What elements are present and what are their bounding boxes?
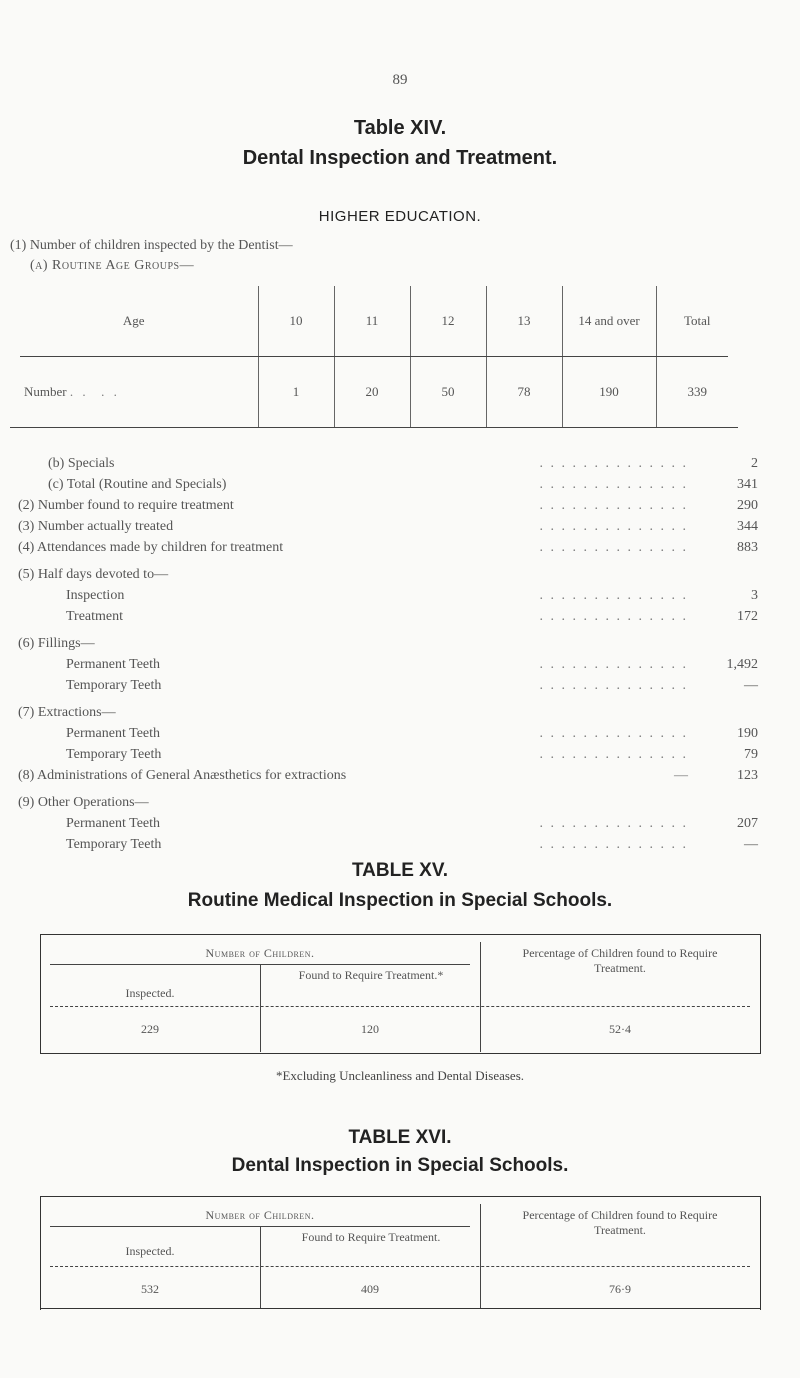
stat-row — [18, 654, 758, 675]
age-11-header: 11 — [334, 286, 410, 356]
stat-label: Treatment — [18, 606, 129, 627]
t16-col-percentage: Percentage of Children found to Require Treatment. — [522, 1208, 718, 1237]
stat-label: Permanent Teeth — [18, 654, 166, 675]
count-13: 78 — [486, 357, 562, 427]
stat-value: 172 — [737, 609, 758, 624]
leader-dots: . . . . . . . . . . . . . . — [539, 726, 688, 741]
leader-dots: . . . . . . . . . . . . . . — [539, 747, 688, 762]
t15-value-found: 120 — [361, 1022, 379, 1036]
t15-footnote: *Excluding Uncleanliness and Dental Diseases. — [275, 1068, 524, 1083]
stat-row — [18, 516, 758, 537]
t16-value-percentage: 76·9 — [609, 1282, 631, 1296]
table-15-subtitle: Routine Medical Inspection in Special Schools. — [187, 890, 613, 911]
leader-dots: — — [656, 768, 688, 783]
stat-row — [18, 702, 758, 723]
table-16-title: TABLE XVI. — [348, 1127, 452, 1148]
t15-value-percentage: 52·4 — [609, 1022, 631, 1036]
t16-value-inspected: 532 — [141, 1282, 159, 1296]
age-table — [10, 286, 738, 427]
table-15-title: TABLE XV. — [351, 860, 449, 881]
stat-value: — — [744, 678, 758, 693]
leader-dots: . . . . . . . . . . . . . . — [539, 540, 688, 555]
count-12: 50 — [410, 357, 486, 427]
stat-value: 123 — [737, 768, 758, 783]
stat-label: Inspection — [18, 585, 130, 606]
leader-dots: . . . . . . . . . . . . . . — [539, 816, 688, 831]
stat-value: 3 — [751, 588, 758, 603]
total-header: Total — [683, 313, 711, 328]
stat-row — [18, 474, 758, 495]
line-1a: (a) Routine Age Groups— — [30, 258, 195, 273]
stat-label: (6) Fillings— — [18, 633, 101, 654]
age-14-over-header: 14 and over — [562, 286, 656, 356]
section-heading: HIGHER EDUCATION. — [318, 208, 482, 225]
stat-row — [18, 495, 758, 516]
stat-row — [18, 723, 758, 744]
stat-label: Permanent Teeth — [18, 813, 166, 834]
table-16-subtitle: Dental Inspection in Special Schools. — [231, 1155, 569, 1176]
leader-dots: . . . . . . . . . . . . . . — [539, 657, 688, 672]
leader-dots: . . . . . . . . . . . . . . — [539, 519, 688, 534]
table-14-title: Table XIV. — [353, 117, 447, 139]
age-header: Age — [10, 286, 258, 356]
t15-col-inspected: Inspected. — [125, 986, 175, 1000]
stat-row — [18, 765, 758, 786]
stat-row — [18, 792, 758, 813]
stat-label: (9) Other Operations— — [18, 792, 155, 813]
t16-col-inspected: Inspected. — [125, 1244, 175, 1258]
stat-label: (7) Extractions— — [18, 702, 122, 723]
stat-row — [18, 813, 758, 834]
stat-label: (8) Administrations of General Anæsthetics for extractions — [18, 765, 352, 786]
stat-value: 883 — [737, 540, 758, 555]
stat-value: 207 — [737, 816, 758, 831]
stat-value: — — [744, 837, 758, 852]
stat-value: 2 — [751, 456, 758, 471]
table-16 — [40, 1196, 760, 1310]
leader-dots: . . . . . . . . . . . . . . — [539, 678, 688, 693]
table-15 — [40, 934, 760, 1054]
t16-group-header: Number of Children. — [205, 1208, 315, 1222]
t16-col-found: Found to Require Treatment. — [301, 1230, 441, 1244]
t15-value-inspected: 229 — [141, 1022, 159, 1036]
stat-label: (5) Half days devoted to— — [18, 564, 174, 585]
stat-value: 190 — [737, 726, 758, 741]
leader-dots: . . . . . . . . . . . . . . — [539, 456, 688, 471]
line-1: (1) Number of children inspected by the Dentist— — [10, 238, 293, 253]
page-number: 89 — [392, 72, 408, 88]
leader-dots: . . . . . . . . . . . . . . — [539, 609, 688, 624]
stat-value: 1,492 — [726, 657, 758, 672]
stat-row — [18, 606, 758, 627]
stat-row — [18, 675, 758, 696]
stat-label: (c) Total (Routine and Specials) — [18, 474, 232, 495]
leader-dots: . . . . . . . . . . . . . . — [539, 837, 688, 852]
stat-row — [18, 585, 758, 606]
stat-label: (2) Number found to require treatment — [18, 495, 240, 516]
stat-row — [18, 453, 758, 474]
age-12-header: 12 — [410, 286, 486, 356]
count-10: 1 — [258, 357, 334, 427]
leader-dots: . . . . . . . . . . . . . . — [539, 498, 688, 513]
count-total: 339 — [687, 384, 707, 399]
stat-value: 79 — [744, 747, 758, 762]
table-14-subtitle: Dental Inspection and Treatment. — [242, 147, 558, 169]
t15-col-percentage: Percentage of Children found to Require Treatment. — [522, 946, 718, 975]
stat-row — [18, 564, 758, 585]
age-table-wrap — [10, 286, 738, 428]
stat-label: Temporary Teeth — [18, 834, 167, 855]
stat-label: Temporary Teeth — [18, 675, 167, 696]
age-10-header: 10 — [258, 286, 334, 356]
stat-label: (4) Attendances made by children for treatment — [18, 537, 289, 558]
dental-stats-list — [18, 453, 758, 855]
stat-value: 290 — [737, 498, 758, 513]
leader-dots: . . . . . . . . . . . . . . — [539, 588, 688, 603]
count-14-over: 190 — [562, 357, 656, 427]
age-13-header: 13 — [486, 286, 562, 356]
leader-dots: . . . . . . . . . . . . . . — [539, 477, 688, 492]
count-11: 20 — [334, 357, 410, 427]
stat-row — [18, 537, 758, 558]
t15-group-header: Number of Children. — [205, 946, 315, 960]
stat-label: Permanent Teeth — [18, 723, 166, 744]
number-label: Number . . . . — [10, 357, 258, 427]
stat-row — [18, 744, 758, 765]
stat-label: (3) Number actually treated — [18, 516, 179, 537]
stat-row — [18, 834, 758, 855]
t16-value-found: 409 — [361, 1282, 379, 1296]
stat-value: 344 — [737, 519, 758, 534]
stat-label: Temporary Teeth — [18, 744, 167, 765]
t15-col-found: Found to Require Treatment.* — [298, 968, 444, 982]
stat-label: (b) Specials — [18, 453, 120, 474]
stat-row — [18, 633, 758, 654]
stat-value: 341 — [737, 477, 758, 492]
